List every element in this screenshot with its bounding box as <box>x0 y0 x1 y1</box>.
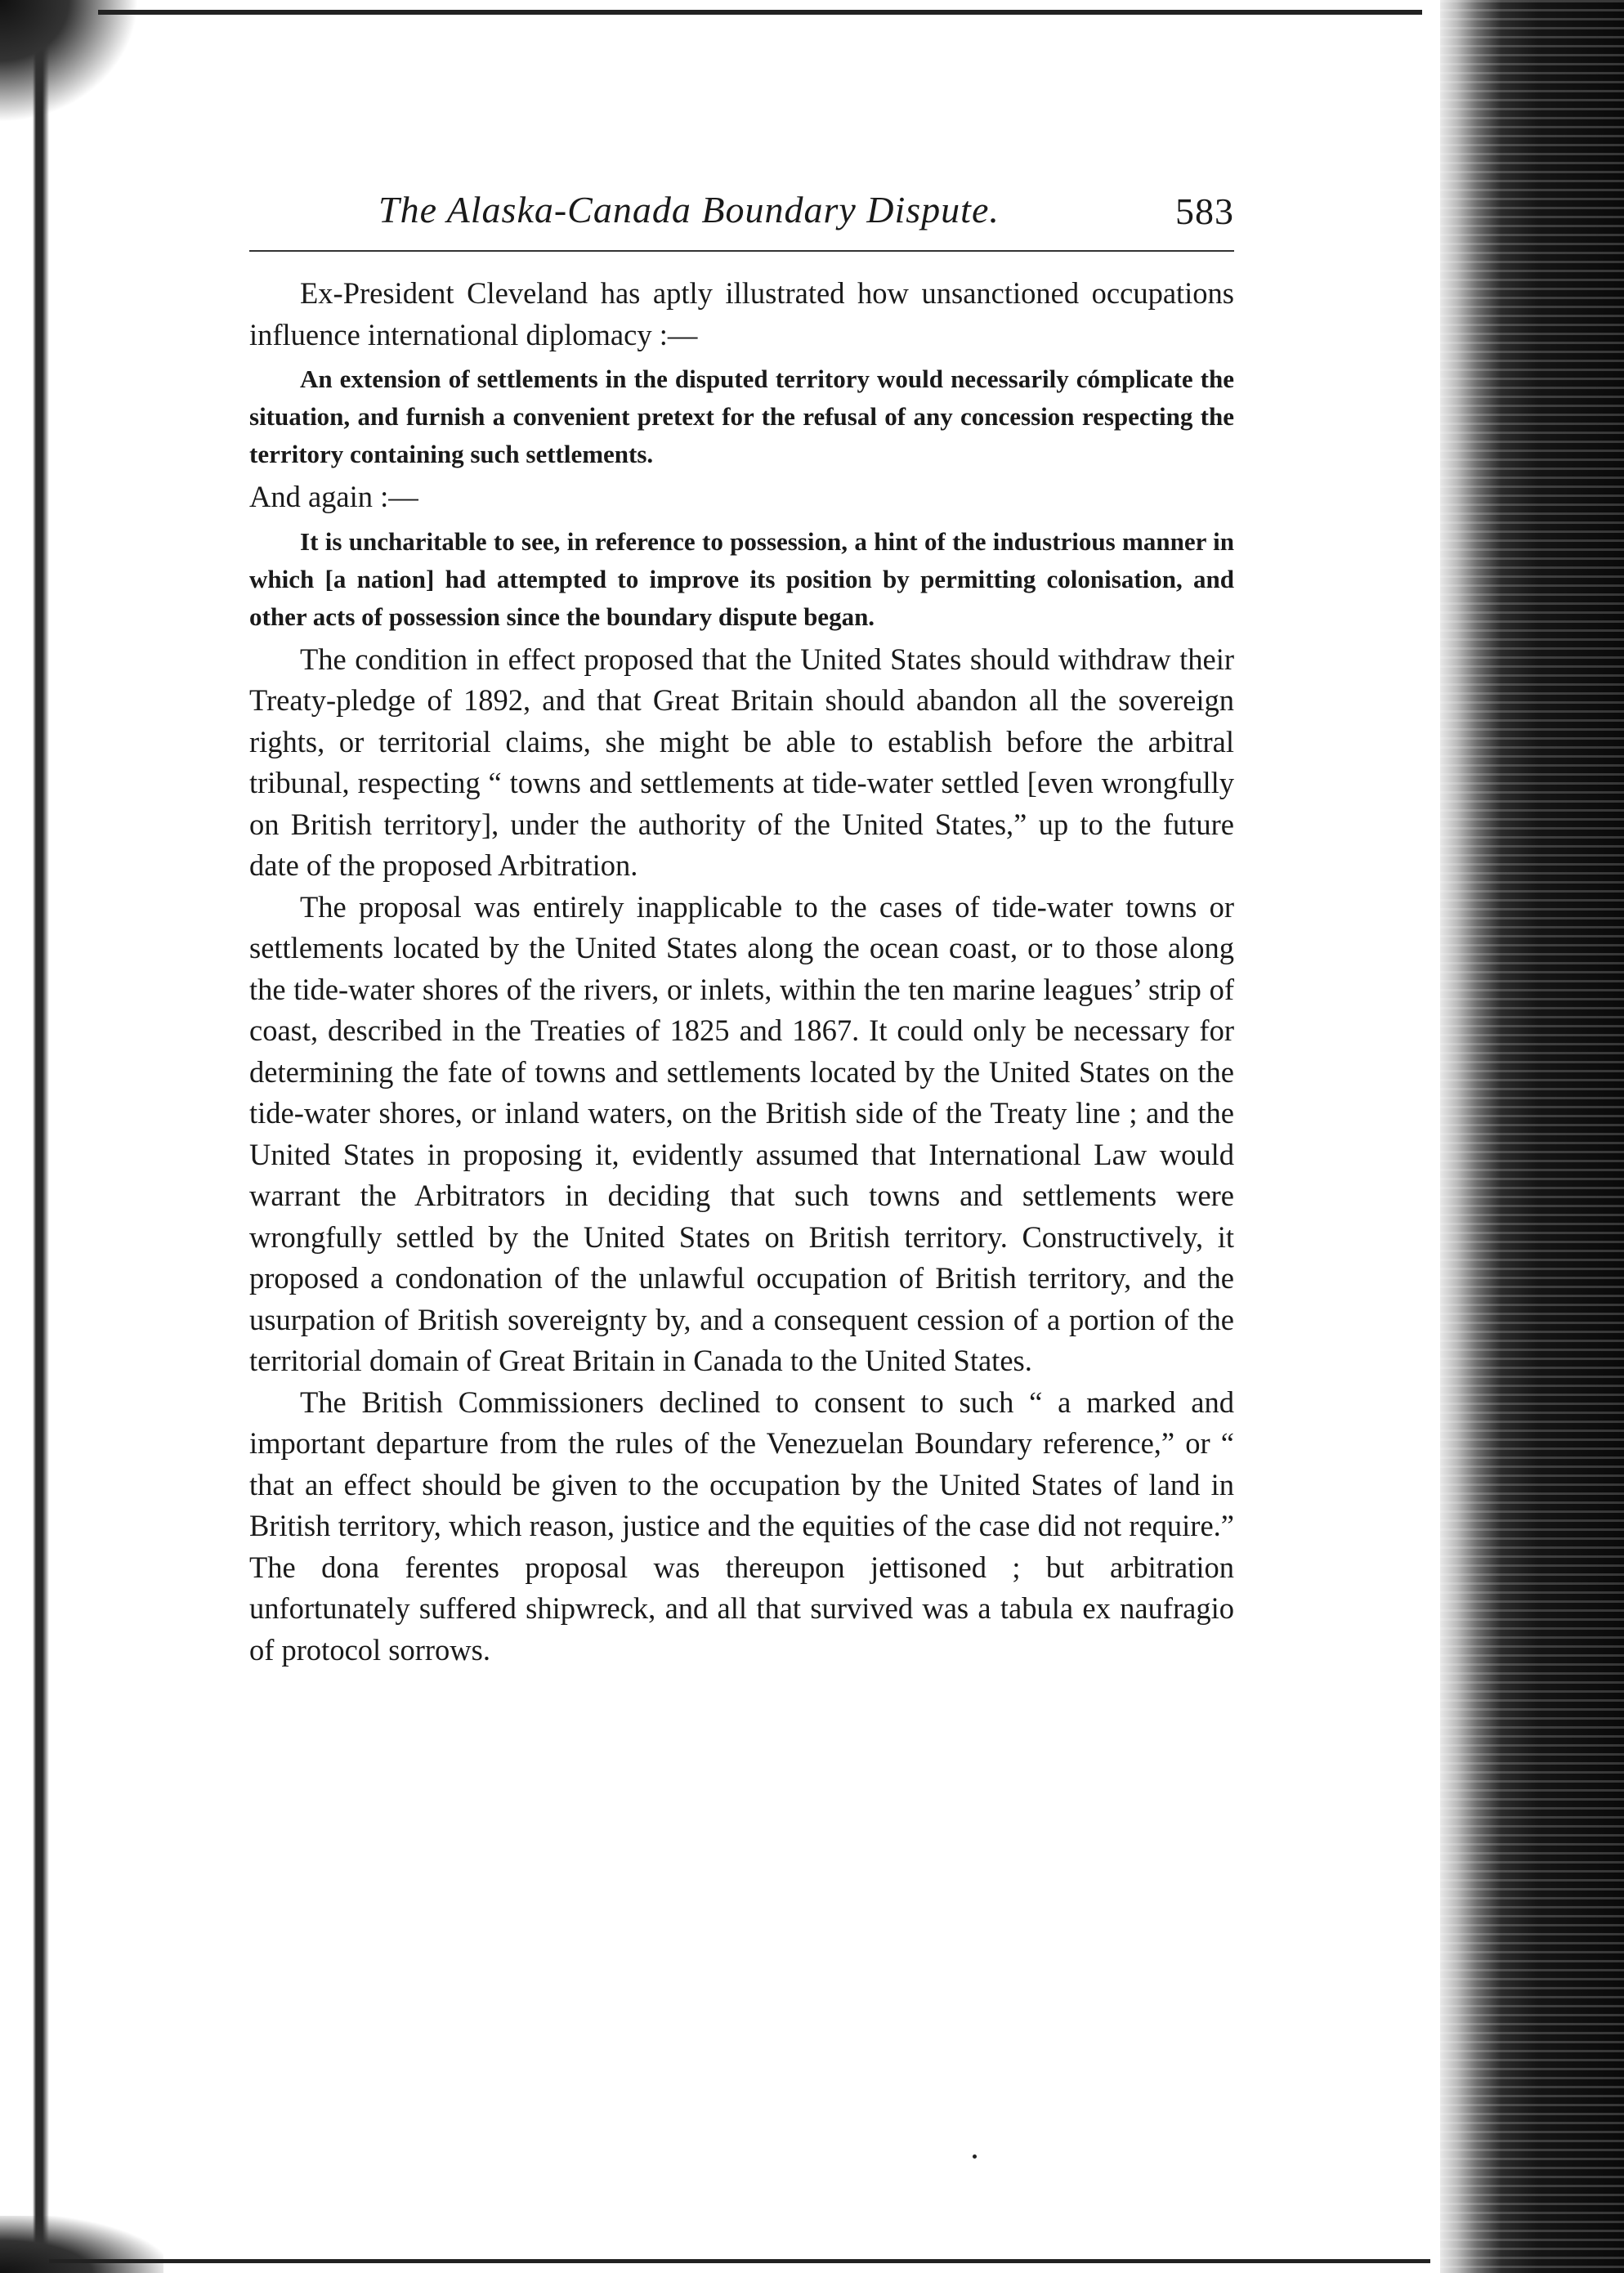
paragraph-proposal: The proposal was entirely inapplicable to the cases of tide-water towns or settlements located by the United States along the ocean coast, or to those along the tide-water shores of the rivers, or inlets, within the ten marine leagues’ strip of coast, described in the Treaties of 1825 and 1867. It could only be necessary for determining the fate of towns and settlements located by the United States on the tide-water shores, or inland waters, on the British side of the Treaty line ; and the United States in proposing it, evidently assumed that International Law would warrant the Arbitrators in deciding that such towns and settlements were wrongfully settled by the United States on British territory. Constructively, it proposed a condonation of the unlawful occupation of British territory, and the usurpation of British sovereignty by, and a consequent cession of a portion of the territorial domain of Great Britain in Canada to the United States. <box>249 889 1234 1377</box>
scan-corner-shadow-top <box>0 0 139 123</box>
scan-top-edge <box>98 10 1422 15</box>
running-title: The Alaska-Canada Boundary Dispute. <box>378 189 1000 230</box>
block-quote-uncharitable: It is uncharitable to see, in reference to possession, a hint of the industrious manner in which [a nation] had attempted to improve its position by permitting colonisation, and other acts of possession since the boundary dispute began. <box>249 526 1234 631</box>
paragraph-condition: The condition in effect proposed that the United States should withdraw their Treaty-pledge of 1892, and that Great Britain should abandon all the sovereign rights, or territorial claims, she might be able to establish before the arbitral tribunal, respecting “ towns and settlements at tide-water settled [even wrongfully on British territory], under the authority of the United States,” up to the future date of the proposed Arbitration. <box>249 642 1234 882</box>
paragraph-commissioners: The British Commissioners declined to consent to such “ a marked and important departure from the rules of the Venezuelan Boundary reference,” or “ that an effect should be given to the occupation by the United States of land in British territory, which reason, justice and the equities of the case did not require.” The dona ferentes proposal was thereupon jettisoned ; but arbitration unfortunately suffered shipwreck, and all that survived was a tabula ex naufragio of protocol sorrows. <box>249 1385 1234 1667</box>
paragraph-and-again: And again :— <box>249 480 418 513</box>
scan-bottom-edge <box>49 2259 1430 2263</box>
page-number: 583 <box>1175 190 1234 232</box>
paragraph-cleveland-intro: Ex-President Cleveland has aptly illustrated how unsanctioned occupations influence international diplomacy :— <box>249 276 1234 351</box>
scan-left-edge <box>0 0 57 2273</box>
scan-corner-shadow-bottom <box>0 2216 163 2273</box>
book-page <box>249 188 1234 1671</box>
book-binding-edge <box>1440 0 1624 2273</box>
running-head <box>249 188 1234 245</box>
header-rule <box>249 250 1234 252</box>
ink-speck <box>973 2154 977 2159</box>
block-quote-settlements: An extension of settlements in the disputed territory would necessarily cómplicate the situation, and furnish a convenient pretext for the refusal of any concession respecting the territory containing such settlements. <box>249 365 1234 468</box>
